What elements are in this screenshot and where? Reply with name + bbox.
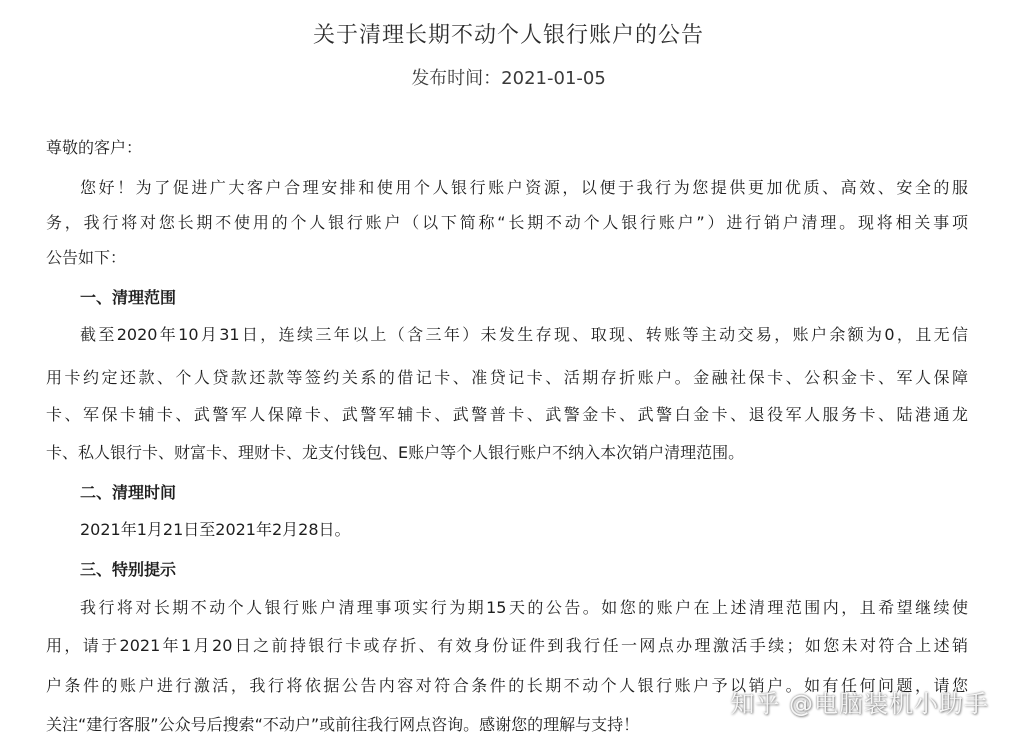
publish-date: 发布时间：2021-01-05 (411, 68, 606, 89)
document-title: 关于清理长期不动个人银行账户的公告 (312, 23, 704, 48)
intro-line-1: 您好！为了促进广大客户合理安排和使用个人银行账户资源，以便于我行为您提供更加优质、高效、安全的服 (80, 178, 968, 197)
greeting: 尊敬的客户： (46, 138, 143, 157)
notice-line-4: 关注“建行客服”公众号后搜索“不动户”或前往我行网点咨询。感谢您的理解与支持！ (46, 715, 640, 734)
intro-line-3: 公告如下： (46, 248, 127, 267)
intro-line-2: 务，我行将对您长期不使用的个人银行账户（以下简称“长期不动个人银行账户”）进行销户清理。现将相关事项 (46, 213, 968, 232)
notice-line-2: 用，请于2021年1月20日之前持银行卡或存折、有效身份证件到我行任一网点办理激活手续；如您未对符合上述销 (46, 636, 968, 655)
notice-line-3: 户条件的账户进行激活，我行将依据公告内容对符合条件的长期不动个人银行账户予以销户。如有任何问题，请您 (46, 676, 968, 695)
scope-line-3: 卡、军保卡辅卡、武警军人保障卡、武警军辅卡、武警普卡、武警金卡、武警白金卡、退役军人服务卡、陆港通龙 (46, 405, 968, 424)
section-heading-scope: 一、清理范围 (80, 288, 177, 307)
section-heading-notice: 三、特别提示 (80, 560, 177, 579)
scope-line-2: 用卡约定还款、个人贷款还款等签约关系的借记卡、准贷记卡、活期存折账户。金融社保卡、公积金卡、军人保障 (46, 368, 968, 387)
scope-line-4: 卡、私人银行卡、财富卡、理财卡、龙支付钱包、E账户等个人银行账户不纳入本次销户清理范围。 (46, 443, 745, 462)
notice-line-1: 我行将对长期不动个人银行账户清理事项实行为期15天的公告。如您的账户在上述清理范围内，且希望继续使 (80, 598, 968, 617)
watermark-text: 知乎 @电脑装机小助手 (730, 690, 989, 718)
section-heading-time: 二、清理时间 (80, 483, 177, 502)
time-line-1: 2021年1月21日至2021年2月28日。 (80, 520, 351, 539)
scope-line-1: 截至2020年10月31日，连续三年以上（含三年）未发生存现、取现、转账等主动交易，账户余额为0，且无信 (80, 325, 968, 344)
